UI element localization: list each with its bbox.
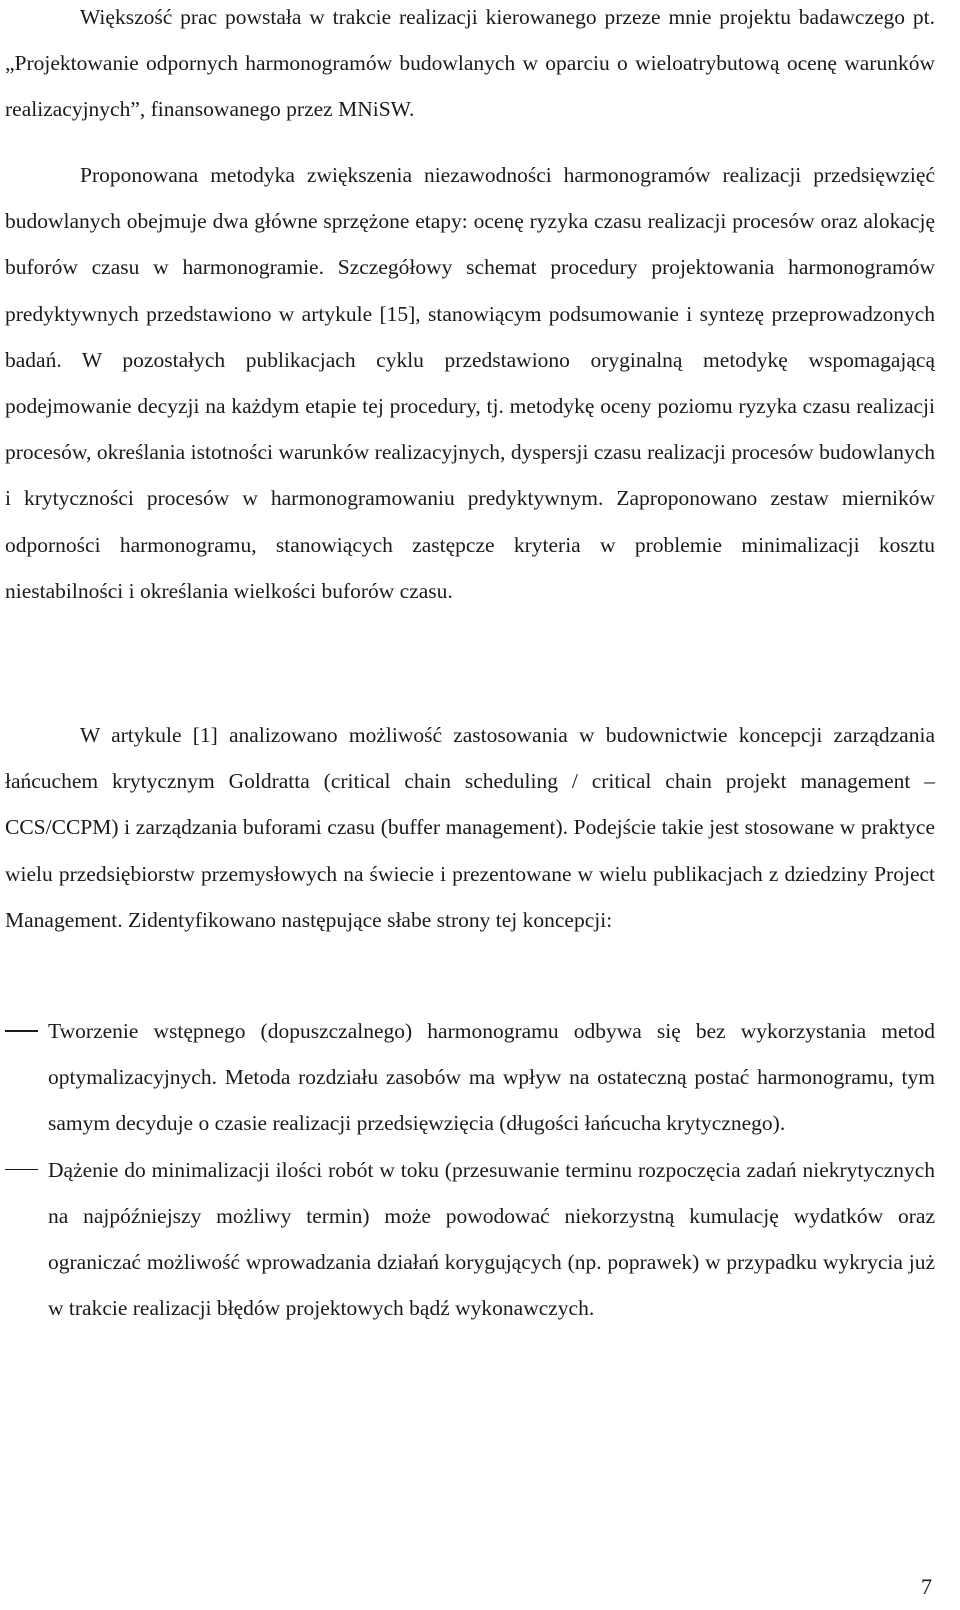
page-number: 7 (921, 1574, 932, 1599)
list-item (5, 1147, 935, 1332)
dash-bullet-icon (5, 1169, 38, 1171)
list-item-text: Dążenie do minimalizacji ilości robót w toku (przesuwanie terminu rozpoczęcia zadań niekrytycznych na najpóźniejszy możliwy termin) może powodować niekorzystną kumulację wydatków oraz ograniczać możliwość wprowadzania działań korygujących (np. poprawek) w przypadku wykrycia już w trakcie realizacji błędów projektowych bądź wykonawczych. (48, 1157, 935, 1321)
dash-bullet-icon (5, 1030, 38, 1032)
list-item (5, 1008, 935, 1147)
weaknesses-list (5, 1008, 935, 1331)
paragraph-methodology: Proponowana metodyka zwiększenia niezawodności harmonogramów realizacji przedsięwzięć budowlanych obejmuje dwa główne sprzężone etapy: ocenę ryzyka czasu realizacji procesów oraz alokację buforów czasu w harmonogramie. Szczegółowy schemat procedury projektowania harmonogramów predyktywnych przedstawiono w artykule [15], stanowiącym podsumowanie i syntezę przeprowadzonych badań. W pozostałych publikacjach cyklu przedstawiono oryginalną metodykę wspomagającą podejmowanie decyzji na każdym etapie tej procedury, tj. metodykę oceny poziomu ryzyka czasu realizacji procesów, określania istotności warunków realizacyjnych, dyspersji czasu realizacji procesów budowlanych i krytyczności procesów w harmonogramowaniu predyktywnym. Zaproponowano zestaw mierników odporności harmonogramu, stanowiących zastępcze kryteria w problemie minimalizacji kosztu niestabilności i określania wielkości buforów czasu. (5, 163, 935, 603)
paragraph-project-info: Większość prac powstała w trakcie realizacji kierowanego przeze mnie projektu badawczego pt. „Projektowanie odpornych harmonogramów budowlanych w oparciu o wieloatrybutową ocenę warunków realizacyjnych”, finansowanego przez MNiSW. (5, 5, 935, 122)
list-item-text: Tworzenie wstępnego (dopuszczalnego) harmonogramu odbywa się bez wykorzystania metod optymalizacyjnych. Metoda rozdziału zasobów ma wpływ na ostateczną postać harmonogramu, tym samym decyduje o czasie realizacji przedsięwzięcia (długości łańcucha krytycznego). (48, 1019, 935, 1136)
paragraph-ccpm-analysis: W artykule [1] analizowano możliwość zastosowania w budownictwie koncepcji zarządzania łańcuchem krytycznym Goldratta (critical chain scheduling / critical chain projekt management – CCS/CCPM) i zarządzania buforami czasu (buffer management). Podejście takie jest stosowane w praktyce wielu przedsiębiorstw przemysłowych na świecie i prezentowane w wielu publikacjach z dziedziny Project Management. Zidentyfikowano następujące słabe strony tej koncepcji: (5, 723, 935, 932)
